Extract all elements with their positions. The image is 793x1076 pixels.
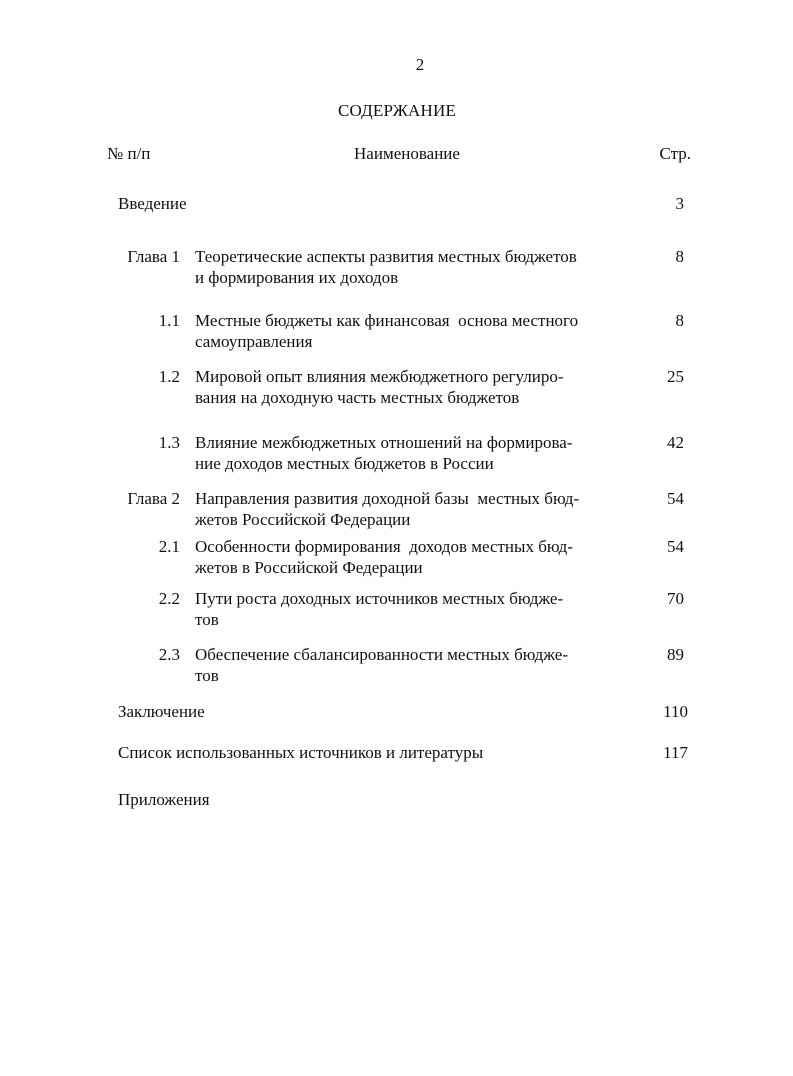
toc-entry-page: 25 xyxy=(667,367,684,386)
toc-entry-number: 2.1 xyxy=(158,537,180,556)
toc-entry-title-cont: самоуправления xyxy=(195,332,313,351)
toc-entry-page: 8 xyxy=(675,311,684,330)
toc-entry-title: Список использованных источников и литературы xyxy=(118,743,484,762)
toc-entry-title: Введение xyxy=(118,194,187,213)
toc-entry-title: Пути роста доходных источников местных бюдже- xyxy=(195,589,564,608)
toc-entry-title: Заключение xyxy=(118,702,205,721)
toc-entry-title-cont: вания на доходную часть местных бюджетов xyxy=(195,388,520,407)
toc-entry-number: 1.3 xyxy=(158,433,180,452)
page-number: 2 xyxy=(415,55,425,74)
toc-entry-page: 117 xyxy=(663,743,688,762)
page-title: СОДЕРЖАНИЕ xyxy=(337,101,457,120)
column-header-name: Наименование xyxy=(354,144,460,163)
toc-entry-title-cont: жетов в Российской Федерации xyxy=(195,558,423,577)
toc-entry-page: 8 xyxy=(675,247,684,266)
toc-entry-page: 89 xyxy=(667,645,684,664)
toc-entry-page: 54 xyxy=(667,489,684,508)
toc-entry-title: Местные бюджеты как финансовая основа местного xyxy=(195,311,579,330)
toc-entry-number: 1.1 xyxy=(158,311,180,330)
column-header-number: № п/п xyxy=(107,144,151,163)
toc-entry-page: 54 xyxy=(667,537,684,556)
column-header-page: Стр. xyxy=(659,144,691,163)
toc-entry-title: Влияние межбюджетных отношений на формирова- xyxy=(195,433,573,452)
toc-entry-number: Глава 2 xyxy=(127,489,180,508)
toc-entry-title-cont: тов xyxy=(195,666,219,685)
toc-entry-title-cont: тов xyxy=(195,610,219,629)
toc-entry-page: 110 xyxy=(663,702,688,721)
toc-entry-number: 2.3 xyxy=(158,645,180,664)
toc-entry-title-cont: и формирования их доходов xyxy=(195,268,399,287)
toc-entry-page: 42 xyxy=(667,433,684,452)
toc-entry-page: 70 xyxy=(667,589,684,608)
toc-entry-number: 2.2 xyxy=(158,589,180,608)
toc-entry-number: 1.2 xyxy=(158,367,180,386)
toc-entry-title: Обеспечение сбалансированности местных бюдже- xyxy=(195,645,569,664)
toc-entry-title-cont: ние доходов местных бюджетов в России xyxy=(195,454,494,473)
toc-entry-number: Глава 1 xyxy=(127,247,180,266)
toc-entry-title: Особенности формирования доходов местных бюд- xyxy=(195,537,573,556)
toc-entry-title-cont: жетов Российской Федерации xyxy=(195,510,411,529)
toc-entry-title: Теоретические аспекты развития местных бюджетов xyxy=(195,247,577,266)
toc-entry-page: 3 xyxy=(675,194,684,213)
toc-entry-title: Приложения xyxy=(118,790,210,809)
toc-entry-title: Направления развития доходной базы местных бюд- xyxy=(195,489,580,508)
toc-entry-title: Мировой опыт влияния межбюджетного регулиро- xyxy=(195,367,564,386)
